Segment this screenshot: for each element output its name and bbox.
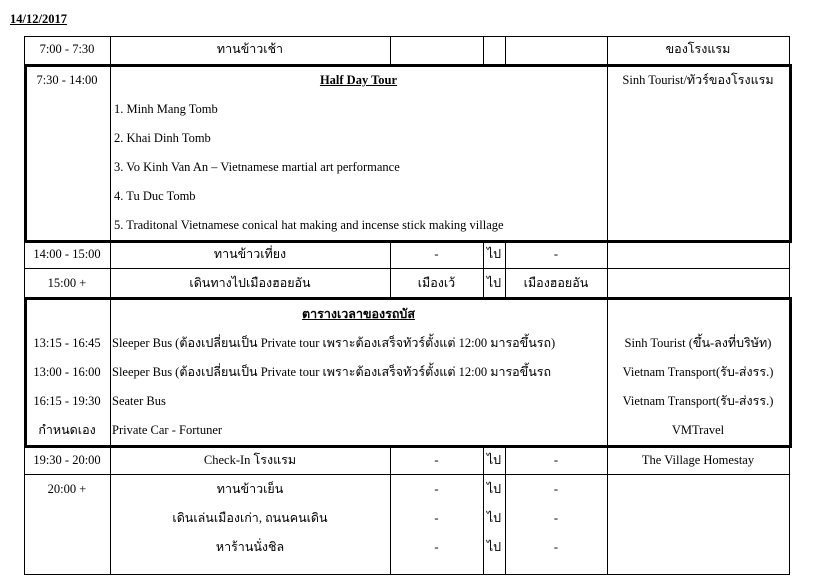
breakfast-time: 7:00 - 7:30 bbox=[39, 42, 95, 56]
evening-from: - bbox=[434, 482, 439, 496]
bus-provider: Vietnam Transport(รับ-ส่งรร.) bbox=[622, 394, 774, 408]
bus-title: ตารางเวลาของรถบัส bbox=[302, 307, 415, 321]
lunch-activity: ทานข้าวเที่ยง bbox=[213, 247, 287, 261]
evening-time: 20:00 + bbox=[47, 482, 87, 496]
lunch-time: 14:00 - 15:00 bbox=[33, 247, 101, 261]
travel-time: 15:00 + bbox=[47, 276, 87, 290]
checkin-from: - bbox=[434, 453, 439, 467]
travel-activity: เดินทางไปเมืองฮอยอัน bbox=[189, 276, 311, 290]
bus-provider: Sinh Tourist (ขึ้น-ลงที่บริษัท) bbox=[624, 336, 772, 350]
lunch-to: - bbox=[553, 247, 559, 261]
evening-activity: เดินเล่นเมืองเก่า, ถนนคนเดิน bbox=[172, 511, 328, 525]
tour-title: Half Day Tour bbox=[319, 73, 398, 87]
tour-time: 7:30 - 14:00 bbox=[36, 73, 98, 87]
evening-from: - bbox=[434, 540, 439, 554]
breakfast-place: ของโรงแรม bbox=[665, 42, 731, 56]
evening-activity: หาร้านนั่งชิล bbox=[215, 540, 285, 554]
tour-item: 2. Khai Dinh Tomb bbox=[114, 131, 211, 145]
checkin-to: - bbox=[553, 453, 559, 467]
checkin-activity: Check-In โรงแรม bbox=[203, 453, 297, 467]
tour-item: 5. Traditonal Vietnamese conical hat making and incense stick making village bbox=[114, 218, 504, 232]
evening-arrow: ไป bbox=[486, 540, 502, 554]
bus-time: 16:15 - 19:30 bbox=[33, 394, 101, 408]
schedule-date: 14/12/2017 bbox=[10, 12, 67, 26]
evening-arrow: ไป bbox=[486, 511, 502, 525]
evening-activity: ทานข้าวเย็น bbox=[216, 482, 284, 496]
evening-arrow: ไป bbox=[486, 482, 502, 496]
bus-desc: Private Car - Fortuner bbox=[112, 423, 223, 437]
bus-desc: Seater Bus bbox=[112, 394, 166, 408]
travel-from: เมืองเว้ bbox=[417, 276, 456, 290]
tour-item: 3. Vo Kinh Van An – Vietnamese martial art performance bbox=[114, 160, 400, 174]
bus-provider: Vietnam Transport(รับ-ส่งรร.) bbox=[622, 365, 774, 379]
bus-provider: VMTravel bbox=[671, 423, 725, 437]
evening-to: - bbox=[553, 482, 559, 496]
lunch-arrow: ไป bbox=[486, 247, 502, 261]
checkin-arrow: ไป bbox=[486, 453, 502, 467]
evening-to: - bbox=[553, 540, 559, 554]
bus-time: 13:00 - 16:00 bbox=[33, 365, 101, 379]
bus-time: 13:15 - 16:45 bbox=[33, 336, 101, 350]
checkin-time: 19:30 - 20:00 bbox=[33, 453, 101, 467]
evening-to: - bbox=[553, 511, 559, 525]
checkin-place: The Village Homestay bbox=[641, 453, 755, 467]
lunch-from: - bbox=[434, 247, 439, 261]
bus-desc: Sleeper Bus (ต้องเปลี่ยนเป็น Private tour เพราะต้องเสร็จทัวร์ตั้งแต่ 12:00 มารอขึ้นรถ) bbox=[112, 336, 556, 350]
tour-item: 1. Minh Mang Tomb bbox=[114, 102, 218, 116]
tour-item: 4. Tu Duc Tomb bbox=[114, 189, 196, 203]
bus-time: กำหนดเอง bbox=[38, 423, 96, 437]
bus-desc: Sleeper Bus (ต้องเปลี่ยนเป็น Private tour เพราะต้องเสร็จทัวร์ตั้งแต่ 12:00 มารอขึ้นรถ bbox=[112, 365, 552, 379]
travel-arrow: ไป bbox=[486, 276, 502, 290]
breakfast-activity: ทานข้าวเช้า bbox=[216, 42, 284, 56]
tour-provider: Sinh Tourist/ทัวร์ของโรงแรม bbox=[622, 73, 774, 87]
evening-from: - bbox=[434, 511, 439, 525]
travel-to: เมืองฮอยอัน bbox=[523, 276, 589, 290]
